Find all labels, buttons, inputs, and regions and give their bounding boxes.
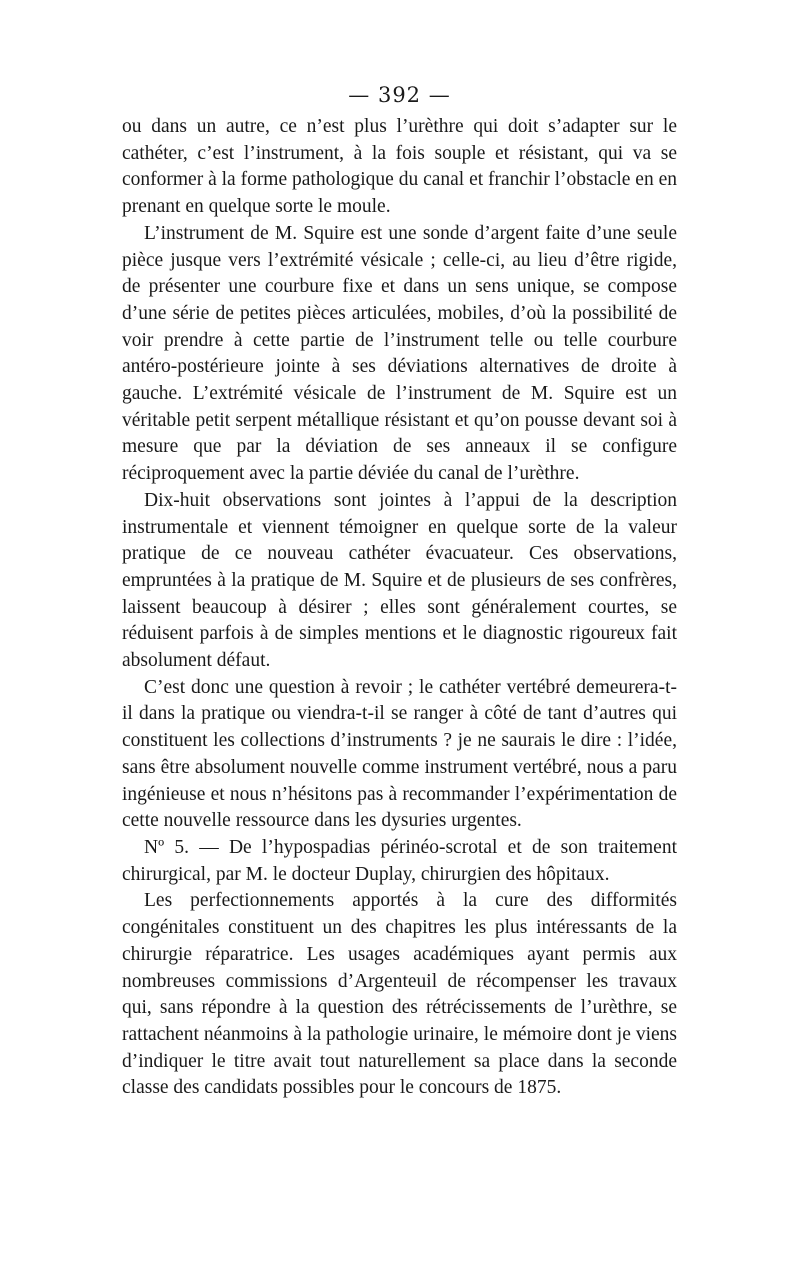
paragraph-1: ou dans un autre, ce n’est plus l’urèthre qui doit s’adapter sur le cathéter, c’est l’instrument, à la fois souple et résistant, qui va se conformer à la forme pathologique du canal et franchir l’obstacle en en prenant en quelque sorte le moule.	[122, 116, 677, 218]
paragraph-6: Les perfectionnements apportés à la cure des difformités congénitales constituent un des chapitres les plus intéressants de la chirurgie réparatrice. Les usages académiques ayant permis aux nombreuses commissions d’Argenteuil de récompenser les travaux qui, sans répondre à la question des rétrécissements de l’urèthre, se rattachent néanmoins à la pathologie urinaire, le mémoire dont je viens d’indiquer le titre avait tout naturellement sa place dans la seconde classe des candidats possibles pour le concours de 1875.	[122, 890, 677, 1099]
book-page	[122, 82, 677, 1102]
page-number: — 392 —	[348, 83, 451, 107]
paragraph-5-heading: Nº 5. — De l’hypospadias périnéo-scrotal et de son traitement chirurgical, par M. le docteur Duplay, chirurgien des hôpitaux.	[122, 836, 677, 885]
paragraph-4: C’est donc une question à revoir ; le cathéter vertébré demeurera-t-il dans la pratique ou viendra-t-il se ranger à côté de tant d’autres qui constituent les collections d’instruments ? je ne saurais le dire : l’idée, sans être absolument nouvelle comme instrument vertébré, nous a paru ingénieuse et nous n’hésitons pas à recommander l’expérimentation de cette nouvelle ressource dans les dysuries urgentes.	[122, 676, 677, 832]
paragraph-3: Dix-huit observations sont jointes à l’appui de la description instrumentale et viennent témoigner en quelque sorte de la valeur pratique de ce nouveau cathéter évacuateur. Ces observations, empruntées à la pratique de M. Squire et de plusieurs de ses confrères, laissent beaucoup à désirer ; elles sont généralement courtes, se réduisent parfois à de simples mentions et le diagnostic rigoureux fait absolument défaut.	[122, 489, 677, 672]
paragraph-2: L’instrument de M. Squire est une sonde d’argent faite d’une seule pièce jusque vers l’extrémité vésicale ; celle-ci, au lieu d’être rigide, de présenter une courbure fixe et dans un sens unique, se compose d’une série de petites pièces articulées, mobiles, d’où la possibilité de voir prendre à cette partie de l’instrument telle ou telle courbure antéro-postérieure jointe à ses déviations alternatives de droite à gauche. L’extrémité vésicale de l’instrument de M. Squire est un véritable petit serpent métallique résistant et qu’on pousse devant soi à mesure que par la déviation de ses anneaux il se configure réciproquement avec la partie déviée du canal de l’urèthre.	[122, 222, 677, 485]
body-text	[122, 114, 677, 1102]
